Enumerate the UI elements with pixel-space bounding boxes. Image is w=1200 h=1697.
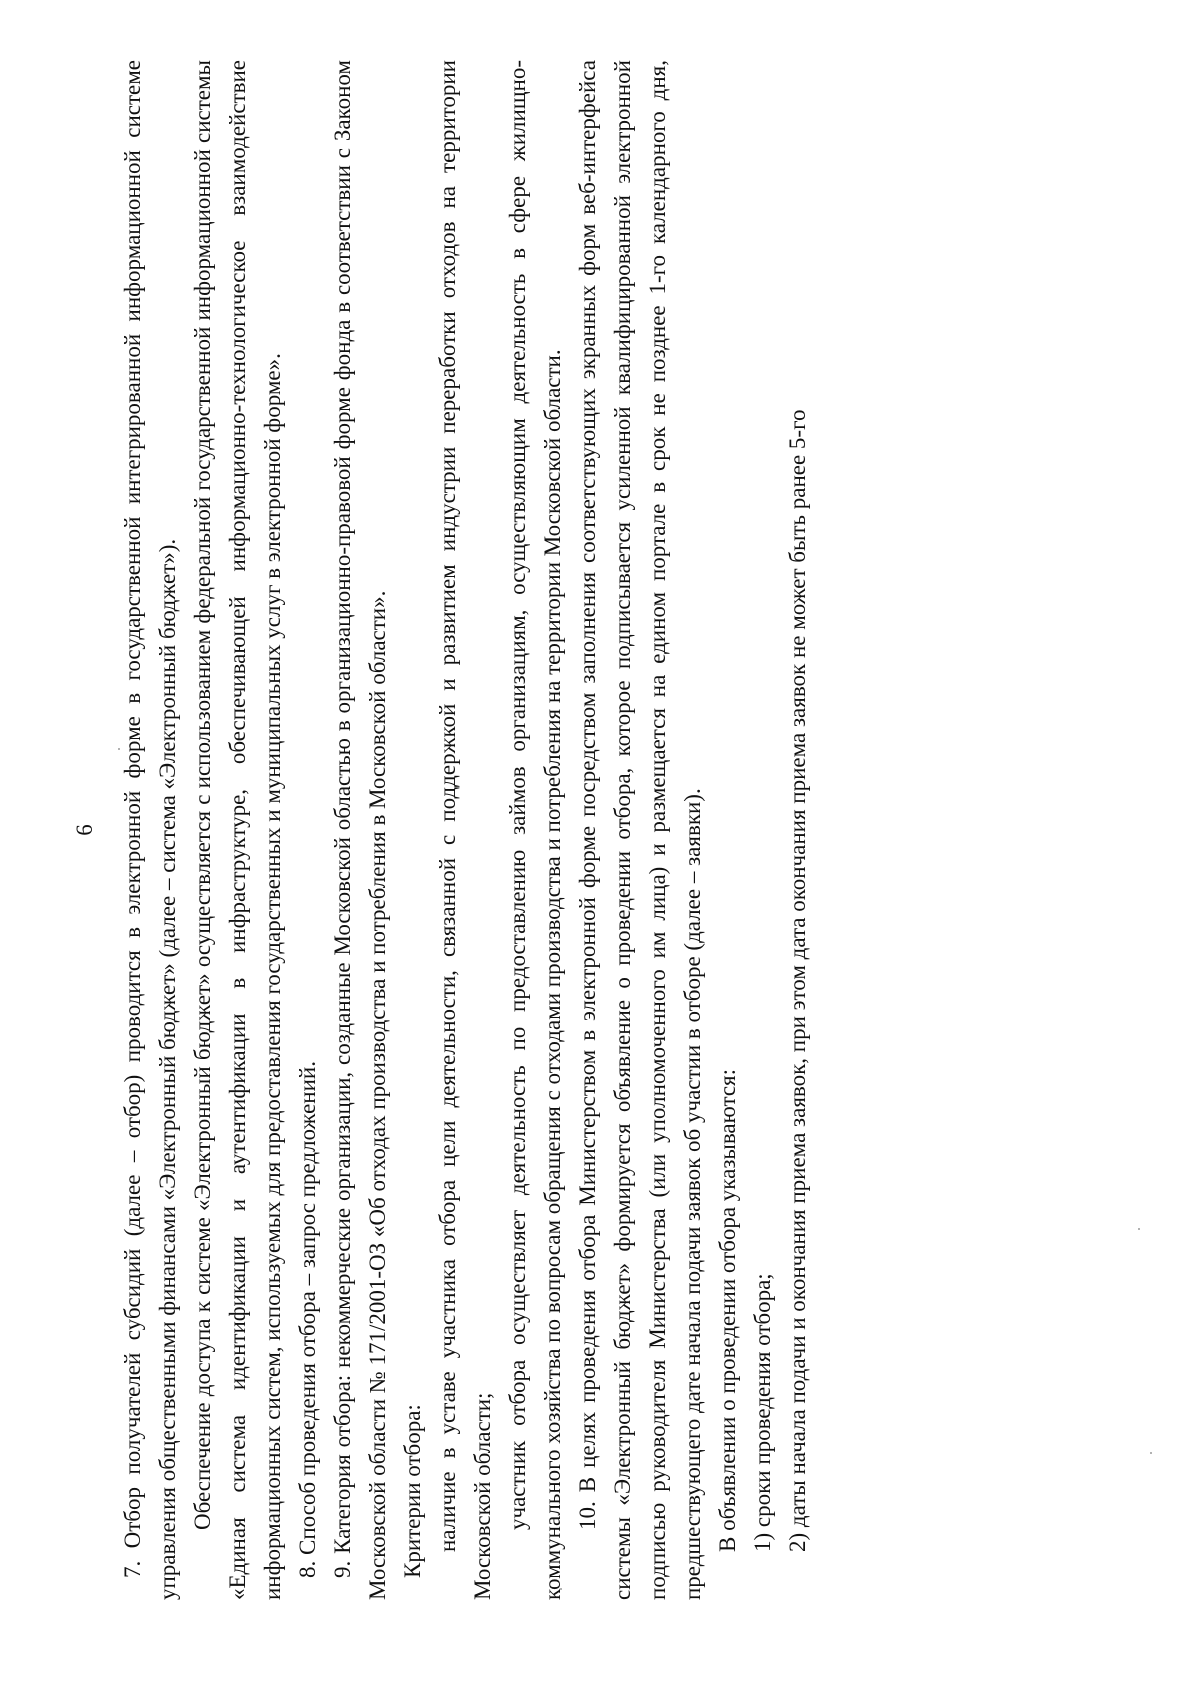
- paragraph-8: 8. Способ проведения отбора – запрос предложений.: [295, 1061, 320, 1578]
- paragraph-9: 9. Категория отбора: некоммерческие организации, созданные Московской областью в организационно-правовой форме фонда в соответствии с Законом Московской области № 171/2001-ОЗ «Об отходах производства и потребления в Московской области».: [330, 60, 390, 1600]
- paragraph-10: 10. В целях проведения отбора Министерством в электронной форме посредством заполнения соответствующих экранных форм веб-интерфейса системы «Электронный бюджет» формируется объявление о проведении отбора, которое подписывается усиленной квалифицированной электронной подписью руководителя Министерства (или уполномоченного им лица) и размещается на едином портале в срок не позднее 1-го календарного дня, предшествующего дате начала подачи заявок об участии в отборе (далее – заявки).: [575, 60, 705, 1600]
- page-number: 6: [72, 824, 97, 836]
- scan-speck: [1138, 1228, 1140, 1230]
- announcement-intro: В объявлении о проведении отбора указываются:: [715, 1068, 740, 1552]
- criterion-1: наличие в уставе участника отбора цели деятельности, связанной с поддержкой и развитием индустрии переработки отходов на территории Московской области;: [435, 60, 495, 1600]
- rotated-text-block: [72, 60, 1095, 1600]
- paragraph-access: Обеспечение доступа к системе «Электронный бюджет» осуществляется с использованием федеральной государственной информационной системы «Единая система идентификации и аутентификации в инфраструктуре, обеспечивающей информационно-технологическое взаимодействие информационных систем, используемых для предоставления государственных и муниципальных услуг в электронной форме».: [190, 60, 285, 1600]
- paragraph-7: 7. Отбор получателей субсидий (далее – отбор) проводится в электронной форме в государственной интегрированной информационной системе управления общественными финансами «Электронный бюджет» (далее – система «Электронный бюджет»).: [120, 60, 180, 1600]
- list-item-2: 2) даты начала подачи и окончания приема заявок, при этом дата окончания приема заявок не может быть ранее 5-го: [785, 409, 810, 1552]
- criterion-2: участник отбора осуществляет деятельность по предоставлению займов организациям, осуществляющим деятельность в сфере жилищно-коммунального хозяйства по вопросам обращения с отходами производства и потребления на территории Московской области.: [505, 60, 565, 1600]
- criteria-heading: Критерии отбора:: [400, 1404, 425, 1578]
- scan-speck: [1150, 1452, 1152, 1454]
- list-item-1: 1) сроки проведения отбора;: [750, 1273, 775, 1552]
